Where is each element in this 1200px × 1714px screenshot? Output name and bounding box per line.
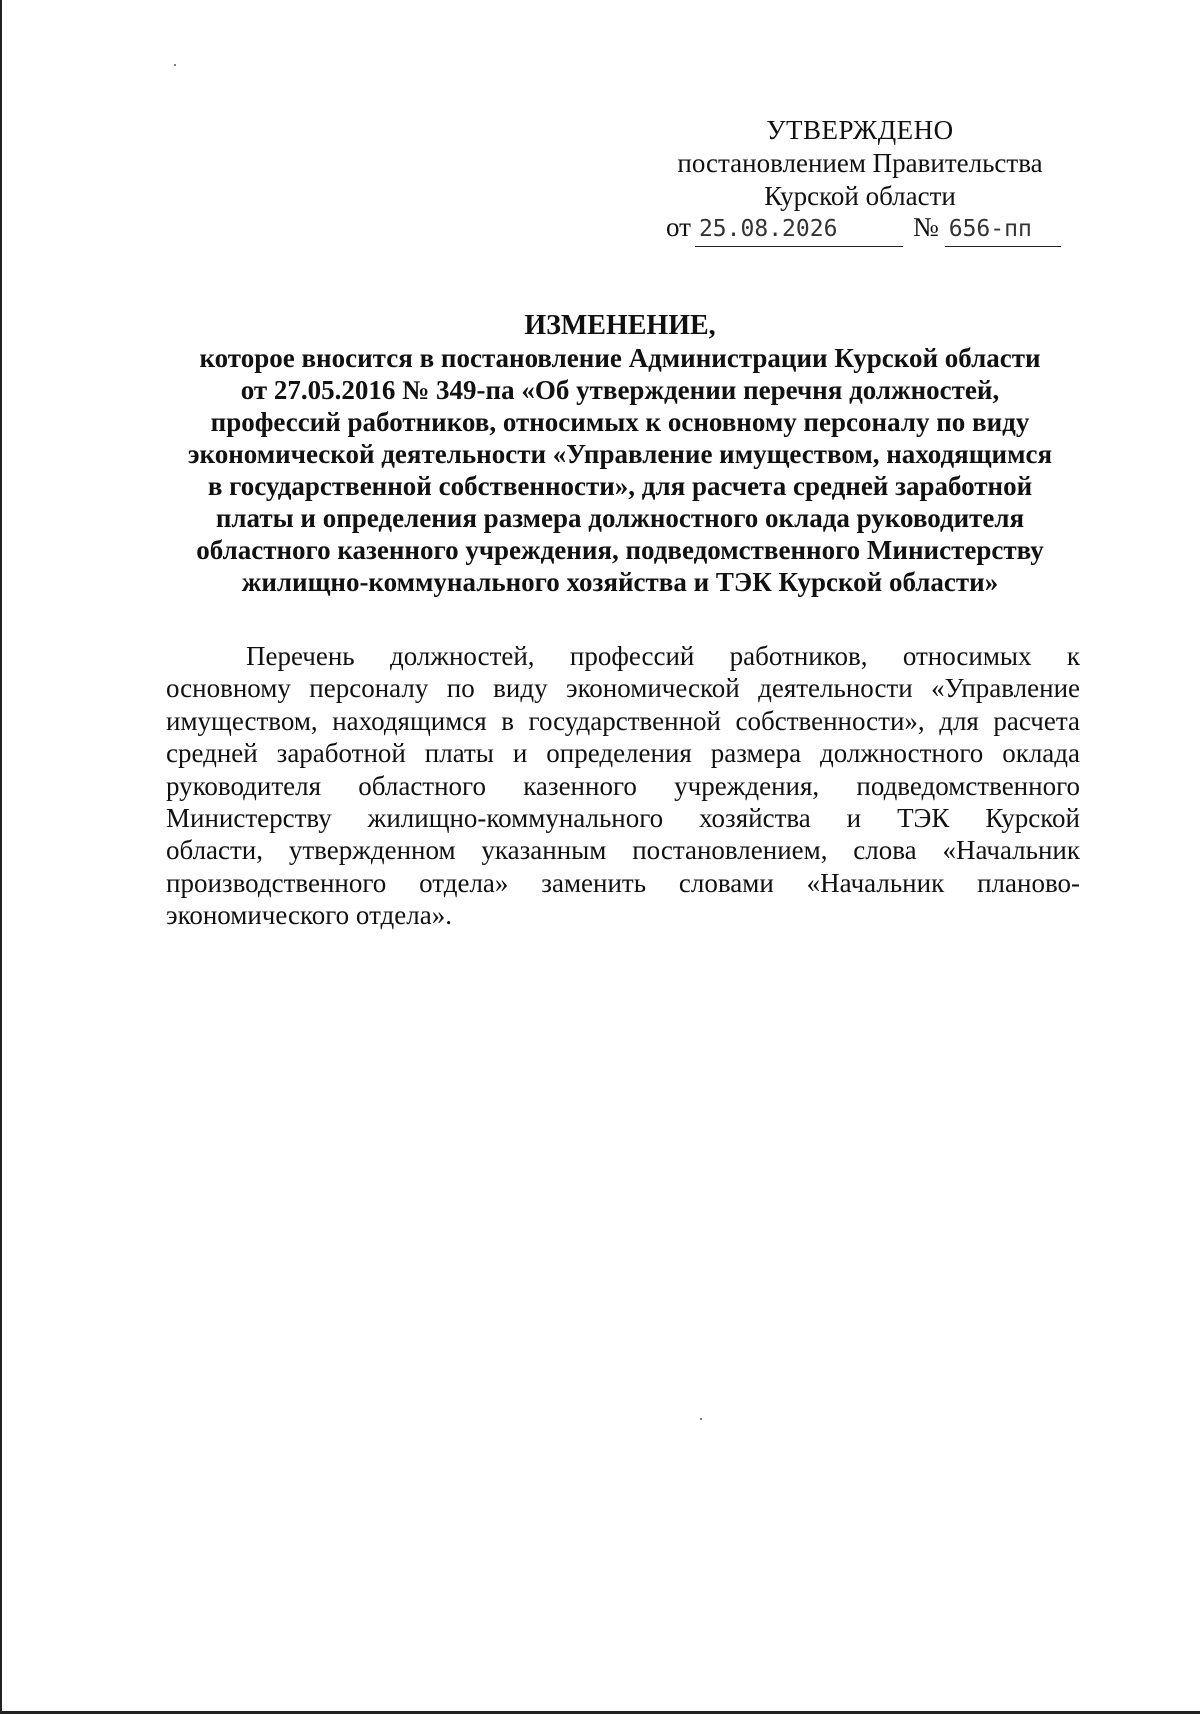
document-date: 25.08.2026 <box>695 213 903 247</box>
heading-title: ИЗМЕНЕНИЕ, <box>524 310 716 341</box>
heading-line: экономической деятельности «Управление имуществом, находящимся <box>187 439 1053 469</box>
approval-stamp-block <box>660 114 1060 213</box>
heading-line: профессий работников, относимых к основному персоналу по виду <box>210 407 1030 437</box>
scan-border-left <box>0 0 2 1714</box>
body-line: средней заработной платы и определения размера должностного оклада <box>166 738 1080 769</box>
heading-line: которое вносится в постановление Администрации Курской области <box>199 343 1041 373</box>
body-line: области, утвержденном указанным постановлением, слова «Начальник <box>166 835 1080 866</box>
date-prefix: от <box>666 212 691 242</box>
approval-title: УТВЕРЖДЕНО <box>766 115 954 145</box>
body-line: производственного отдела» заменить словами «Начальник планово- <box>166 867 1080 898</box>
body-line: основному персоналу по виду экономической деятельности «Управление <box>166 673 1080 704</box>
heading-line: платы и определения размера должностного оклада руководителя <box>215 503 1025 533</box>
heading-line: от 27.05.2016 № 349-па «Об утверждении перечня должностей, <box>240 375 1000 405</box>
body-line: Министерству жилищно-коммунального хозяйства и ТЭК Курской <box>166 803 1080 834</box>
amendment-body-paragraph <box>166 640 1080 932</box>
body-line: руководителя областного казенного учреждения, подведомственного <box>166 770 1080 801</box>
body-line: экономического отдела». <box>166 900 452 931</box>
body-line: Перечень должностей, профессий работников, относимых к <box>246 641 1080 671</box>
document-number: 656-пп <box>945 213 1061 247</box>
body-line: имуществом, находящимся в государственной собственности», для расчета <box>166 705 1080 736</box>
approval-line-2: Курской области <box>764 181 956 211</box>
amendment-heading <box>160 310 1080 598</box>
heading-line: в государственной собственности», для расчета средней заработной <box>207 471 1033 501</box>
heading-line: областного казенного учреждения, подведомственного Министерству <box>196 535 1044 565</box>
document-date-number-row <box>666 211 1066 247</box>
scan-speck <box>174 64 176 66</box>
scan-speck <box>700 1418 702 1420</box>
approval-line-1: постановлением Правительства <box>677 148 1043 178</box>
number-sign: № <box>912 212 939 242</box>
heading-line: жилищно-коммунального хозяйства и ТЭК Курской области» <box>241 567 999 597</box>
